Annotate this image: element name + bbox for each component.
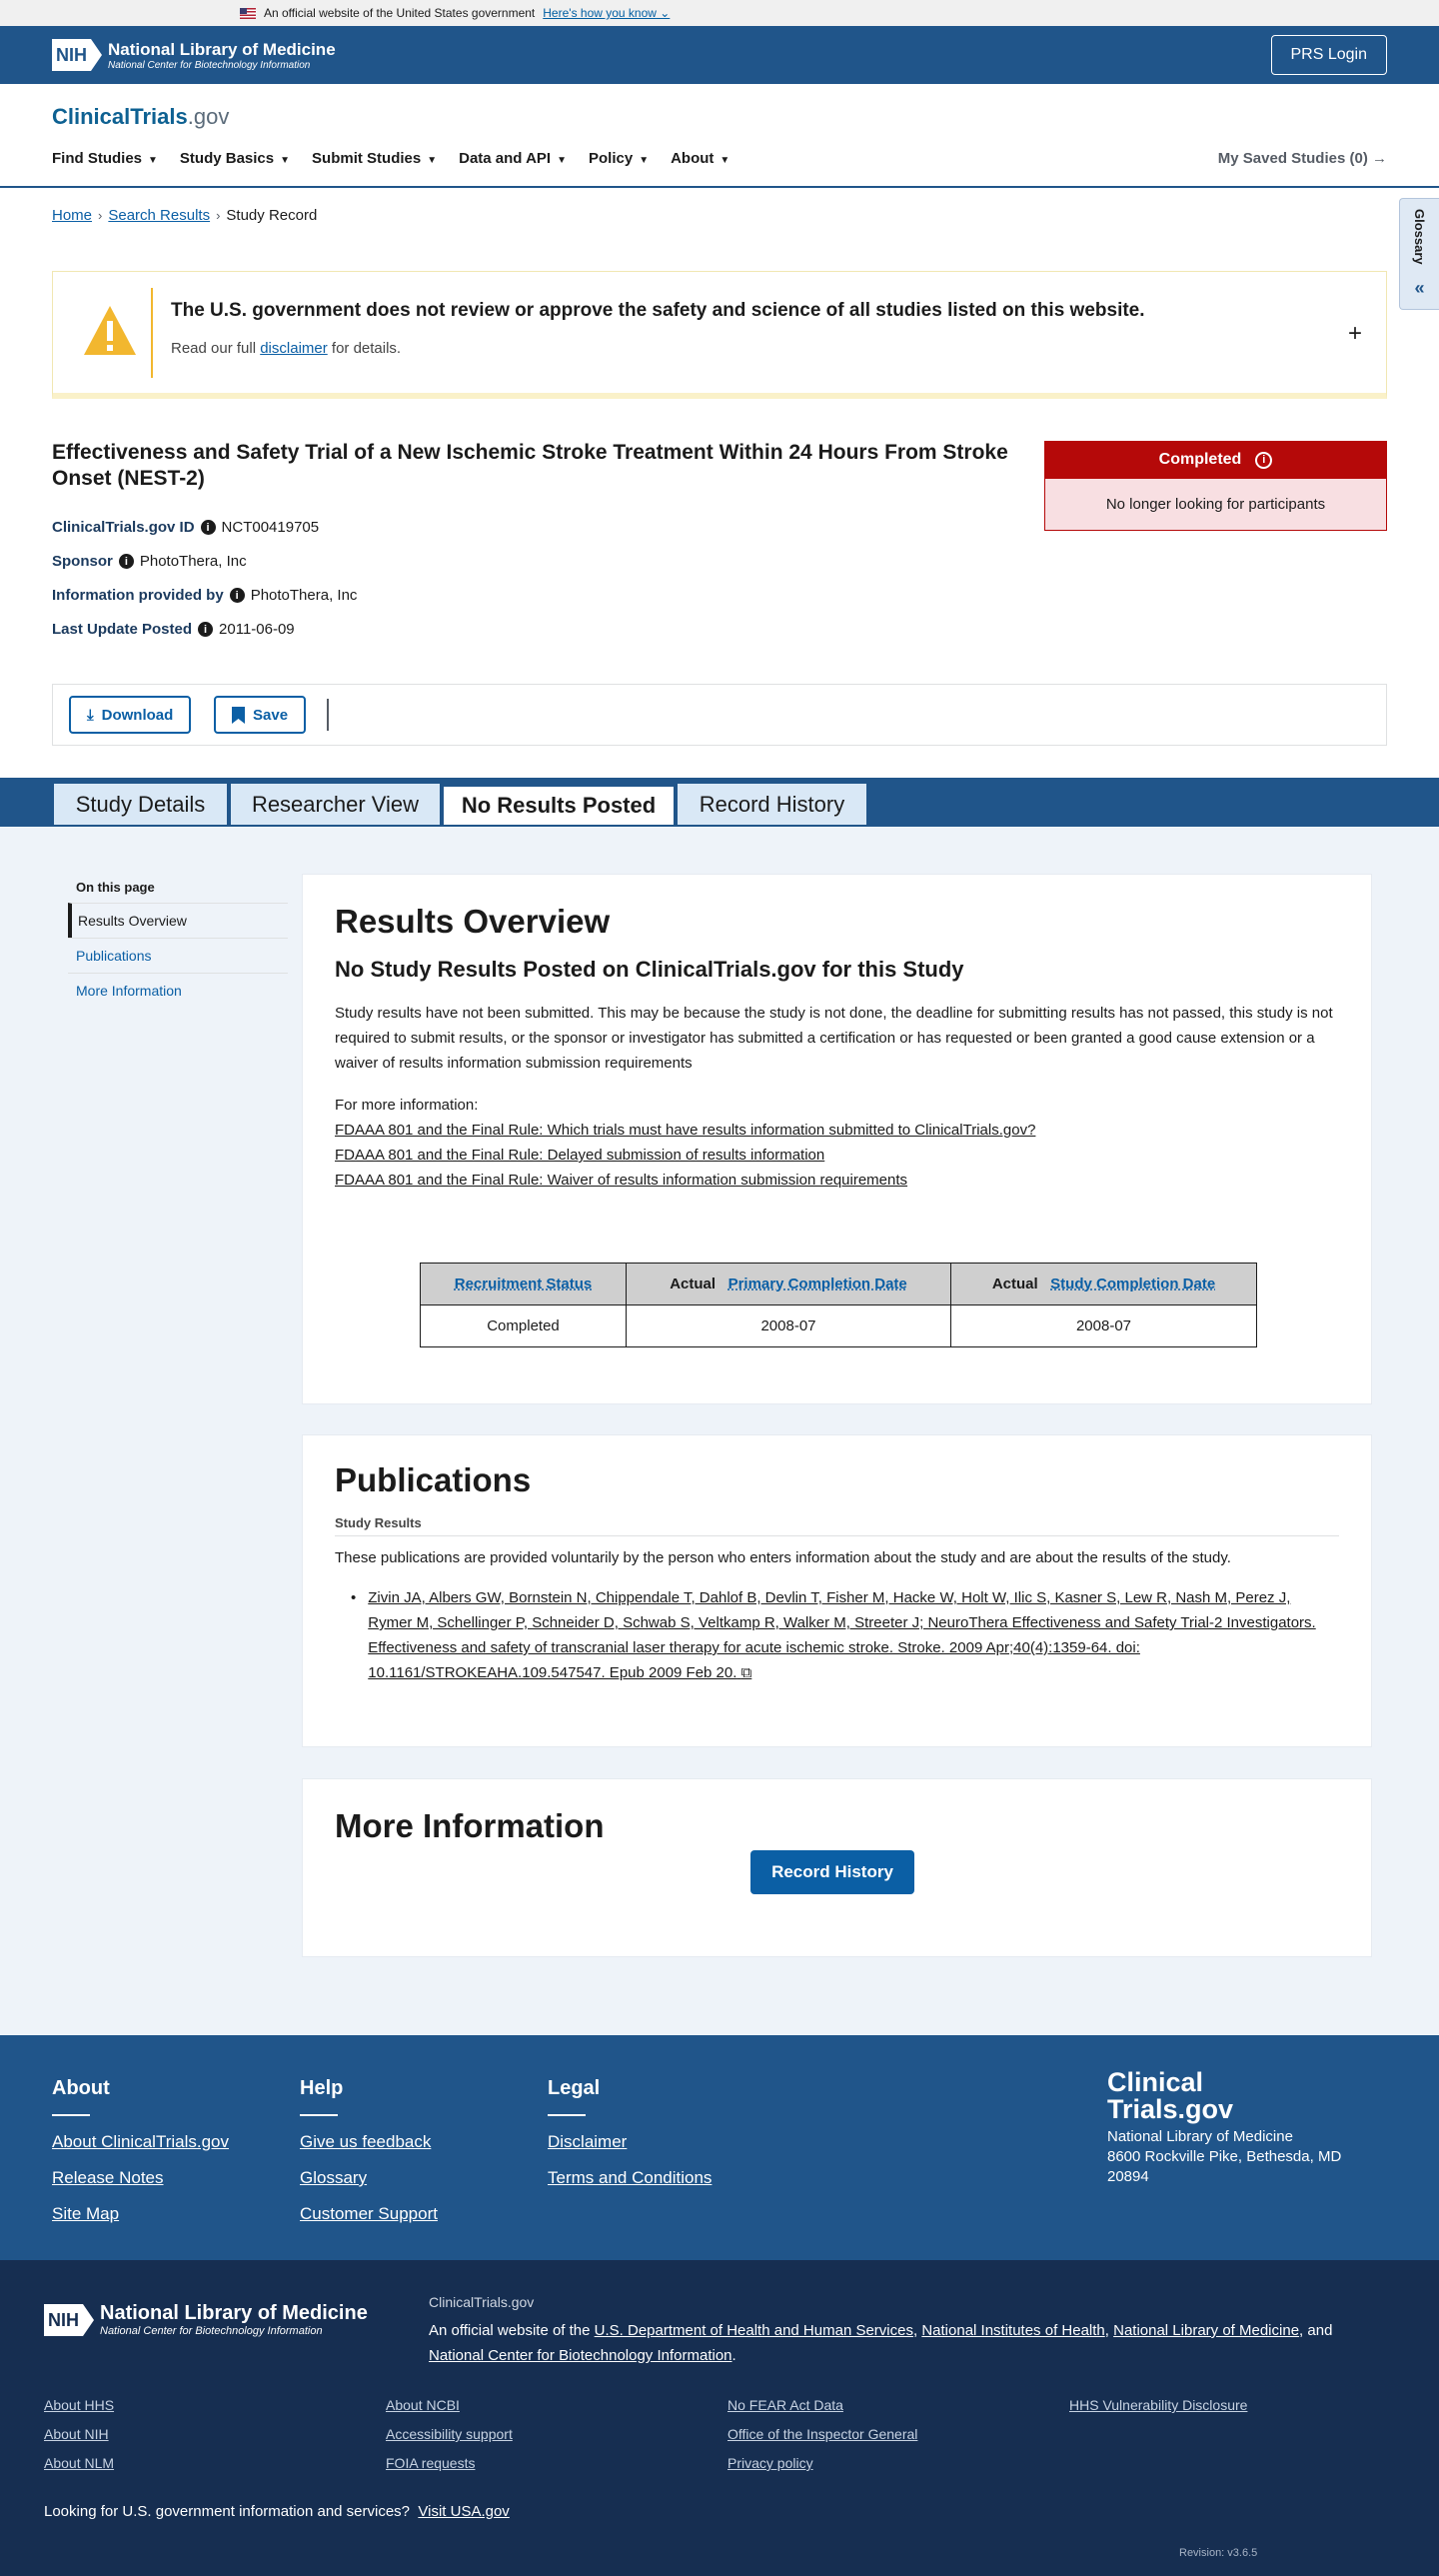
footer-link[interactable]: Customer Support bbox=[300, 2204, 438, 2223]
disclaimer-title: The U.S. government does not review or approve the safety and science of all studies listed on this website. bbox=[171, 300, 1145, 321]
more-information-heading: More Information bbox=[335, 1807, 605, 1844]
nav-submit-studies[interactable]: Submit Studies ▼ bbox=[312, 150, 438, 167]
col-primary-completion: Actual Primary Completion Date bbox=[627, 1264, 951, 1305]
cell-primary-completion: 2008-07 bbox=[627, 1305, 951, 1347]
list-item: • Zivin JA, Albers GW, Bornstein N, Chippendale T, Dahlof B, Devlin T, Fisher M, Hacke W, Holt W, Ilic S, Kasner S, Lew R, Nash M, Perez J, Rymer M, Schellinger P, Schneider D, Schwab S, Veltkamp R, Walker M, Streeter J; NeuroThera Effectiveness and Safety Trial-2 Investigators. Effectiveness and safety of transcranial laser therapy for acute ischemic stroke. Stroke. 2009 Apr;40(4):1359-64. doi: 10.1161/STROKEAHA.109.547547. Epub 2009 Feb 20. ⧉ bbox=[351, 1585, 1320, 1685]
fdaaa-waiver-link[interactable]: FDAAA 801 and the Final Rule: Waiver of results information submission requirements bbox=[335, 1172, 908, 1189]
tab-researcher-view[interactable]: Researcher View bbox=[229, 782, 442, 827]
hhs-link[interactable]: U.S. Department of Health and Human Services bbox=[594, 2322, 913, 2339]
main-menu bbox=[52, 150, 729, 167]
nih-link[interactable]: National Institutes of Health bbox=[921, 2322, 1105, 2339]
chevron-down-icon: ▼ bbox=[148, 155, 158, 166]
nlm-name: National Library of Medicine bbox=[100, 2302, 368, 2324]
col-recruitment-status: Recruitment Status bbox=[421, 1264, 627, 1305]
nih-logo-icon: NIH bbox=[44, 2303, 94, 2337]
nav-study-basics[interactable]: Study Basics ▼ bbox=[179, 150, 291, 167]
footer-links-col2 bbox=[386, 2397, 513, 2484]
divider bbox=[300, 2114, 338, 2116]
no-results-heading: No Study Results Posted on ClinicalTrials.gov for this Study bbox=[335, 957, 964, 982]
footer-identifier bbox=[0, 2260, 1439, 2576]
nav-about[interactable]: About ▼ bbox=[671, 150, 730, 167]
disclaimer-link[interactable]: disclaimer bbox=[260, 340, 328, 357]
footer-link[interactable]: About NIH bbox=[44, 2426, 109, 2442]
prs-login-button[interactable]: PRS Login bbox=[1271, 35, 1388, 75]
info-icon[interactable]: i bbox=[119, 554, 134, 569]
expand-plus-icon[interactable]: + bbox=[1347, 320, 1362, 347]
nih-logo[interactable] bbox=[44, 2302, 368, 2337]
status-badge: Completed i bbox=[1044, 441, 1387, 479]
gov-banner bbox=[0, 0, 1439, 26]
study-title: Effectiveness and Safety Trial of a New Ischemic Stroke Treatment Within 24 Hours From Stroke Onset (NEST-2) bbox=[52, 441, 1008, 490]
nlm-link[interactable]: National Library of Medicine bbox=[1113, 2322, 1300, 2339]
glossary-label: Glossary bbox=[1412, 209, 1427, 265]
more-info-label: For more information: bbox=[335, 1097, 479, 1114]
nav-data-and-api[interactable]: Data and API ▼ bbox=[459, 150, 567, 167]
footer-about-heading: About bbox=[52, 2077, 110, 2099]
footer-legal-heading: Legal bbox=[548, 2077, 601, 2099]
nih-header bbox=[0, 26, 1439, 84]
publications-intro: These publications are provided voluntarily by the person who enters information about the study and are about the results of the study. bbox=[335, 1549, 1231, 1566]
footer-logo-line1: Clinical bbox=[1107, 2067, 1204, 2097]
footer-address: 8600 Rockville Pike, Bethesda, MD 20894 bbox=[1107, 2148, 1342, 2185]
warning-icon bbox=[83, 304, 137, 358]
disclaimer-divider bbox=[151, 288, 153, 378]
disclaimer-text: Read our full disclaimer for details. bbox=[171, 340, 402, 357]
last-update-row: Last Update Posted i 2011-06-09 bbox=[52, 621, 295, 638]
divider bbox=[548, 2114, 586, 2116]
sponsor-row: Sponsor i PhotoThera, Inc bbox=[52, 553, 247, 570]
record-history-button[interactable]: Record History bbox=[750, 1850, 914, 1894]
footer-legal-column bbox=[548, 2077, 712, 2204]
fdaaa-delayed-submission-link[interactable]: FDAAA 801 and the Final Rule: Delayed submission of results information bbox=[335, 1147, 825, 1164]
footer-link[interactable]: Terms and Conditions bbox=[548, 2168, 713, 2187]
footer-link[interactable]: Site Map bbox=[52, 2204, 120, 2223]
nlm-name: National Library of Medicine bbox=[108, 39, 336, 59]
info-icon[interactable]: i bbox=[230, 588, 245, 603]
usa-gov-line: Looking for U.S. government information and services? Visit USA.gov bbox=[44, 2503, 510, 2520]
footer-brand bbox=[1107, 2069, 1357, 2187]
study-id: NCT00419705 bbox=[221, 519, 320, 536]
breadcrumb-home[interactable]: Home bbox=[52, 207, 93, 224]
footer-link[interactable]: HHS Vulnerability Disclosure bbox=[1069, 2397, 1248, 2413]
info-icon[interactable]: i bbox=[1255, 452, 1272, 469]
no-results-explanation: Study results have not been submitted. This may be because the study is not done, the deadline for submitting results has not passed, this study is not required to submit results, or the sponsor or investigator has submitted a certification or has requested or been granted a good cause extension or a waiver of results information submission requirements bbox=[335, 1005, 1333, 1072]
heres-how-you-know-link[interactable]: Here's how you know ⌄ bbox=[543, 6, 671, 20]
external-link-icon: ⧉ bbox=[740, 1664, 752, 1681]
glossary-tab[interactable] bbox=[1399, 198, 1439, 310]
footer-link[interactable]: Office of the Inspector General bbox=[727, 2426, 918, 2442]
footer-link[interactable]: About ClinicalTrials.gov bbox=[52, 2132, 229, 2151]
footer-help-column bbox=[300, 2077, 438, 2240]
tab-no-results-posted[interactable]: No Results Posted bbox=[442, 782, 676, 827]
bookmark-icon bbox=[232, 707, 245, 724]
footer-help-heading: Help bbox=[300, 2077, 344, 2099]
gov-banner-text: An official website of the United States government bbox=[264, 6, 536, 20]
more-information-section bbox=[302, 1778, 1372, 1957]
clinicaltrials-logo[interactable]: ClinicalTrials.gov bbox=[52, 104, 230, 129]
col-study-completion: Actual Study Completion Date bbox=[951, 1264, 1257, 1305]
tab-record-history[interactable]: Record History bbox=[676, 782, 868, 827]
completion-table bbox=[420, 1263, 1257, 1347]
publication-citation-link[interactable]: Zivin JA, Albers GW, Bornstein N, Chippendale T, Dahlof B, Devlin T, Fisher M, Hacke W, Holt W, Ilic S, Kasner S, Lew R, Nash M, Perez J, Rymer M, Schellinger P, Schneider D, Schwab S, Veltkamp R, Walker M, Streeter J; NeuroThera Effectiveness and Safety Trial-2 Investigators. Effectiveness and safety of transcranial laser therapy for acute ischemic stroke. Stroke. 2009 Apr;40(4):1359-64. doi: 10.1161/STROKEAHA.109.547547. Epub 2009 Feb 20. ⧉ bbox=[368, 1589, 1316, 1681]
ncbi-name: National Center for Biotechnology Information bbox=[108, 59, 311, 71]
on-this-page-nav bbox=[68, 880, 288, 1008]
info-icon[interactable]: i bbox=[198, 622, 213, 637]
footer-address-org: National Library of Medicine bbox=[1107, 2128, 1293, 2145]
provided-by-row: Information provided by i PhotoThera, Inc bbox=[52, 587, 358, 604]
footer-link[interactable]: About NLM bbox=[44, 2455, 115, 2471]
footer-link[interactable]: Glossary bbox=[300, 2168, 368, 2187]
chevron-down-icon: ▼ bbox=[280, 155, 291, 166]
footer-link[interactable]: About HHS bbox=[44, 2397, 115, 2413]
nav-policy[interactable]: Policy ▼ bbox=[589, 150, 650, 167]
revision-text: Revision: v3.6.5 bbox=[1179, 2547, 1258, 2559]
toc-more-information[interactable]: More Information bbox=[68, 973, 288, 1008]
footer-links-col3 bbox=[727, 2397, 917, 2484]
chevron-down-icon: ▼ bbox=[427, 155, 438, 166]
tab-study-details[interactable]: Study Details bbox=[52, 782, 229, 827]
study-id-row: ClinicalTrials.gov ID i NCT00419705 bbox=[52, 519, 320, 536]
nih-logo-icon: NIH bbox=[52, 38, 102, 72]
ncbi-name: National Center for Biotechnology Information bbox=[100, 2325, 323, 2337]
footer-link[interactable]: Privacy policy bbox=[727, 2455, 813, 2471]
chevron-down-icon: ▼ bbox=[557, 155, 567, 166]
status-description: No longer looking for participants bbox=[1044, 479, 1387, 531]
toc-publications[interactable]: Publications bbox=[68, 938, 288, 973]
record-tabs bbox=[0, 778, 1439, 827]
fdaaa-which-trials-link[interactable]: FDAAA 801 and the Final Rule: Which trials must have results information submitted to ClinicalTrials.gov? bbox=[335, 1122, 1036, 1139]
chevron-right-icon: › bbox=[98, 208, 103, 223]
visit-usa-gov-link[interactable]: Visit USA.gov bbox=[418, 2503, 510, 2520]
cell-study-completion: 2008-07 bbox=[951, 1305, 1257, 1347]
footer-link[interactable]: No FEAR Act Data bbox=[727, 2397, 843, 2413]
breadcrumb-current: Study Record bbox=[226, 207, 318, 224]
site-nav bbox=[0, 84, 1439, 188]
info-icon[interactable]: i bbox=[201, 520, 216, 535]
breadcrumb bbox=[52, 207, 317, 224]
results-overview-heading: Results Overview bbox=[335, 903, 611, 940]
divider bbox=[52, 2114, 90, 2116]
nav-find-studies[interactable]: Find Studies ▼ bbox=[52, 150, 158, 167]
footer-logo-line2: Trials.gov bbox=[1107, 2094, 1234, 2124]
disclaimer-alert bbox=[52, 271, 1387, 399]
footer-primary bbox=[0, 2035, 1439, 2260]
footer-link[interactable]: Accessibility support bbox=[386, 2426, 513, 2442]
footer-official-statement: An official website of the U.S. Department of Health and Human Services, National Institutes of Health, National Library of Medicine, and National Center for Biotechnology Information. bbox=[429, 2322, 1333, 2364]
table-row bbox=[421, 1305, 1257, 1347]
breadcrumb-search-results[interactable]: Search Results bbox=[108, 207, 211, 224]
us-flag-icon bbox=[240, 8, 256, 19]
provided-by-value: PhotoThera, Inc bbox=[250, 587, 358, 604]
footer-links-col4 bbox=[1069, 2397, 1247, 2426]
download-icon: ⤓ bbox=[87, 706, 94, 724]
nih-logo[interactable] bbox=[52, 38, 336, 72]
footer-link[interactable]: About NCBI bbox=[386, 2397, 460, 2413]
cell-recruitment-status: Completed bbox=[421, 1305, 627, 1347]
results-overview-section bbox=[302, 874, 1372, 1404]
footer-site-name: ClinicalTrials.gov bbox=[429, 2294, 535, 2310]
chevron-down-icon: ▼ bbox=[720, 155, 730, 166]
toc-results-overview[interactable]: Results Overview bbox=[68, 903, 288, 938]
chevron-right-icon: › bbox=[216, 208, 221, 223]
action-divider bbox=[327, 699, 329, 731]
study-results-subheading: Study Results bbox=[335, 1515, 1339, 1536]
study-action-bar bbox=[52, 684, 1387, 746]
save-button[interactable]: Save bbox=[214, 696, 306, 734]
footer-about-column bbox=[52, 2077, 229, 2240]
footer-link[interactable]: Release Notes bbox=[52, 2168, 164, 2187]
toc-heading: On this page bbox=[76, 880, 155, 895]
footer-link[interactable]: Give us feedback bbox=[300, 2132, 432, 2151]
chevron-down-icon: ▼ bbox=[639, 155, 650, 166]
download-button[interactable]: ⤓ Download bbox=[69, 696, 191, 734]
footer-link[interactable]: FOIA requests bbox=[386, 2455, 476, 2471]
arrow-right-icon: → bbox=[1372, 150, 1387, 167]
sponsor-value: PhotoThera, Inc bbox=[139, 553, 247, 570]
footer-links-col1 bbox=[44, 2397, 114, 2484]
publications-section bbox=[302, 1434, 1372, 1747]
double-chevron-left-icon: « bbox=[1414, 278, 1425, 298]
last-update-value: 2011-06-09 bbox=[219, 621, 295, 638]
publications-heading: Publications bbox=[335, 1461, 532, 1498]
ncbi-link[interactable]: National Center for Biotechnology Information bbox=[429, 2347, 732, 2364]
footer-link[interactable]: Disclaimer bbox=[548, 2132, 628, 2151]
my-saved-studies-link[interactable]: My Saved Studies (0) → bbox=[1217, 150, 1387, 167]
recruitment-status-box bbox=[1044, 441, 1387, 531]
